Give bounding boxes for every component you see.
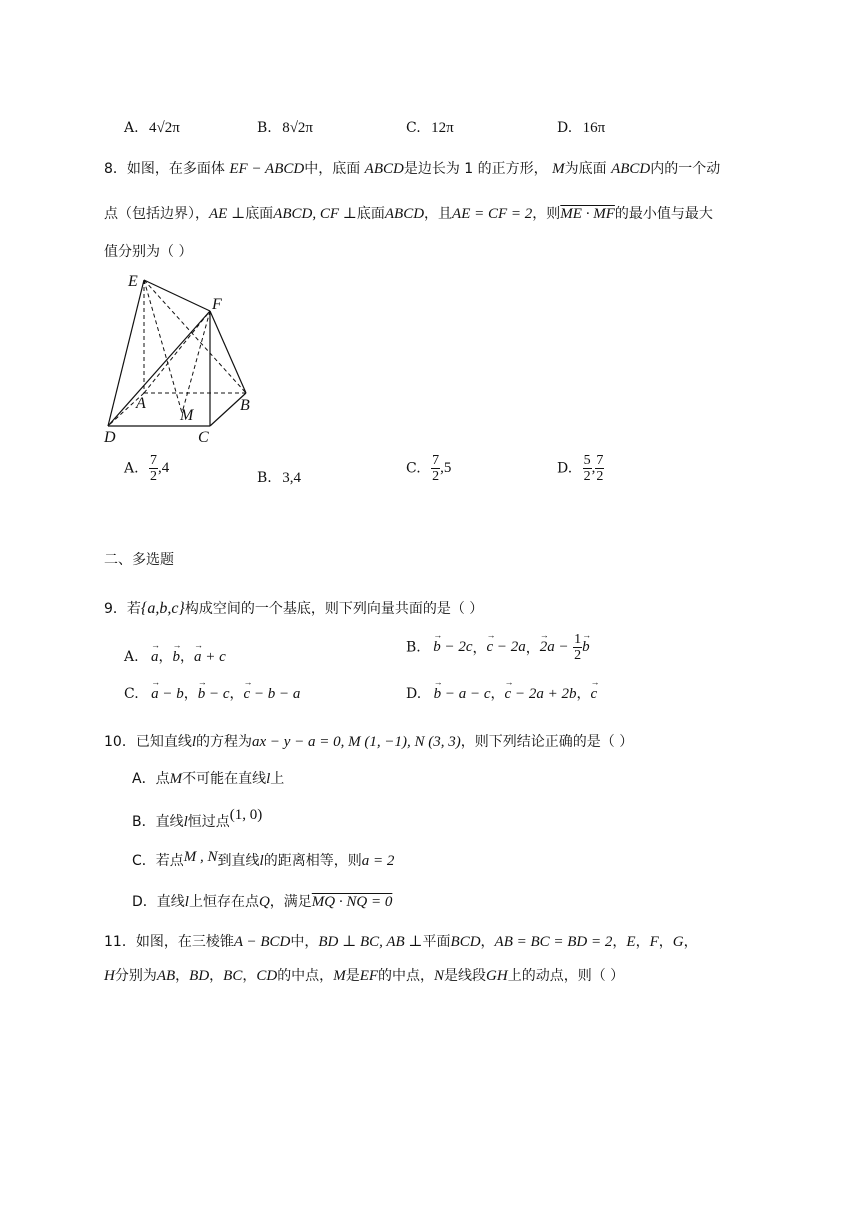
q8-line3: 值分别为（ ） [104,244,193,260]
q11-expr: EF [359,968,379,984]
q11-expr: BD ⊥ BC, AB ⊥ [318,934,423,950]
option-expr: l [266,771,271,787]
option-expr: l [184,894,189,910]
separator: ， [576,686,591,702]
vector: → c − b − a [244,686,301,703]
q10-stem [104,731,633,751]
q9-option-b[interactable] [406,632,590,663]
option-expr: l [259,853,264,869]
option-expr: Q [258,894,270,910]
section-title: 二、多选题 [104,552,174,568]
q9-set: {a,b,c} [140,600,185,617]
vector: → c − 2a + 2b [505,686,577,703]
q11-expr: A − BCD [233,934,291,950]
option-expr: M , N [183,849,218,865]
q10-option-c[interactable] [132,850,394,870]
q8-expr: M [552,161,565,177]
option-text: 上 [270,771,285,787]
fraction: $\frac{1}{2}$ [574,632,582,663]
q11-text: ， [635,934,650,950]
option-value: 3,4 [282,470,301,486]
q11-expr: BC [223,968,243,984]
q8-expr: ABCD, CF ⊥ [273,206,357,222]
vector: → a − b [151,686,184,703]
option-text: 不可能在直线 [182,771,267,787]
q8-text: 底面 [245,206,274,222]
separator: ， [180,649,195,665]
q10-option-b[interactable] [132,807,263,831]
separator: ， [525,640,540,657]
option-rest: ,5 [440,460,452,476]
q10-option-a[interactable] [132,768,284,788]
q8-option-c[interactable] [406,453,451,484]
q11-text: 上的动点，则（ ） [507,968,625,984]
label-E: E [128,273,138,290]
separator: ， [229,686,244,702]
q9-option-c[interactable] [124,683,300,703]
q8-polyhedron-figure [100,268,270,448]
option-text: 的距离相等，则 [263,853,362,869]
separator: ， [158,649,173,665]
option-label: B. [406,639,421,656]
option-label: B. [257,120,272,136]
q11-text: 平面 [422,934,451,950]
q8-text: 底面 [356,206,385,222]
q8-option-a[interactable] [124,453,169,484]
option-label: A. [124,649,139,665]
q11-expr: F [649,934,659,950]
q10-text: ，则下列结论正确的是（ ） [460,734,634,750]
q7-option-a[interactable] [124,120,180,137]
separator: ， [472,640,487,657]
vector: → b [173,649,181,666]
fraction: $\frac{5}{2}$ [583,453,591,484]
q8-expr: ME · MF [560,206,615,222]
fraction: $\frac{7}{2}$ [432,453,440,484]
q11-expr: N [434,968,445,984]
q9-text: 构成空间的一个基底，则下列向量共面的是（ ） [184,601,484,617]
option-value: 12π [431,120,454,136]
option-expr: a = 2 [361,853,395,869]
q10-expr: ax − y − a = 0, M (1, −1), N (3, 3) [252,734,461,750]
q8-text: 中，底面 [304,161,361,177]
vector: → a [151,649,159,666]
vector: → b − a − c [434,686,491,703]
label-D: D [104,429,116,446]
option-text: 到直线 [217,853,260,869]
q9-option-d[interactable] [406,683,597,703]
vector: → 2a − [540,639,569,656]
q11-line1 [104,931,698,951]
vector: → c [590,686,597,703]
q11-line2 [104,965,624,985]
q7-option-c[interactable] [406,120,454,137]
option-label: C．若点 [132,853,184,869]
separator: ， [490,686,505,702]
option-text: 上恒存在点 [188,894,259,910]
vector: → b − c [198,686,230,703]
q8-text: 点（包括边界）， [104,206,209,222]
q11-number: 11．如图，在三棱锥 [104,934,234,950]
edge-AF [144,311,210,393]
option-label: C. [124,686,139,702]
edge-EM [144,280,182,413]
q9-stem [104,598,483,618]
option-value: 4√2π [149,120,180,136]
edge-FB [210,311,246,393]
q8-option-b[interactable] [257,470,301,487]
q11-expr: GH [486,968,508,984]
option-label: D. [406,686,422,702]
q11-expr: CD [256,968,278,984]
q9-option-a[interactable] [124,646,226,666]
label-M: M [180,407,194,424]
q11-text: ， [658,934,673,950]
option-label: B. [257,470,272,486]
q9-number: 9．若 [104,601,141,617]
q10-number: 10．已知直线 [104,734,192,750]
q8-expr: ABCD [611,161,651,177]
q11-expr: H [104,968,115,984]
q8-line1 [104,158,720,178]
q8-line2 [104,203,713,223]
q7-option-d[interactable] [557,120,605,137]
q8-option-d[interactable]: D. $\frac{5}{2}$ , $\frac{7}{2}$ [557,453,604,484]
label-F: F [212,296,222,313]
q11-text: ， [683,934,698,950]
option-label: C. [406,460,421,477]
q8-number: 8． [104,161,127,177]
vector: → b [582,639,590,656]
option-expr: l [183,814,188,830]
option-value: 8√2π [282,120,314,136]
q8-text: ，且 [424,206,453,222]
q8-expr: AE ⊥ [209,206,246,222]
q8-expr: AE = CF = 2 [452,206,533,222]
q7-option-b[interactable] [257,120,313,137]
q8-text: ，则 [532,206,561,222]
q11-text: 是 [345,968,360,984]
q8-text: 是边长为 1 的正方形， [403,161,548,177]
q11-text: 中， [290,934,319,950]
q8-text: 内的一个动 [650,161,721,177]
q11-text: 是线段 [444,968,487,984]
vector: → b − 2c [433,639,472,656]
option-label: D．直线 [132,894,185,910]
option-expr: (1, 0) [229,807,263,823]
option-label: A．点 [132,771,170,787]
q11-expr: E [626,934,636,950]
vector: → a + c [194,649,226,666]
option-rest: ,4 [158,460,170,476]
q8-expr: EF − ABCD [229,161,305,177]
label-A: A [136,395,146,412]
option-label: A. [124,120,139,136]
fraction: $\frac{7}{2}$ [150,453,158,484]
q10-expr: l [191,734,196,750]
option-label: D. [557,460,573,477]
option-label: A. [124,460,139,477]
q11-expr: BCD [450,934,481,950]
q8-text: 如图，在多面体 [126,161,225,177]
q11-expr: BD [189,968,210,984]
option-value: 16π [582,120,606,136]
option-text: 恒过点 [187,814,230,830]
option-label: B．直线 [132,814,184,830]
q8-text: 的最小值与最大 [614,206,713,222]
q11-text: ， [612,934,627,950]
q10-option-d[interactable] [132,891,392,911]
q11-expr: AB [156,968,176,984]
q11-text: ， [175,968,190,984]
q11-text: 的中点， [378,968,435,984]
q11-text: 分别为 [114,968,157,984]
q11-text: 的中点， [277,968,334,984]
q8-expr: ABCD [364,161,404,177]
q8-expr: ABCD [384,206,425,222]
q11-text: ， [480,934,495,950]
separator: ， [183,686,198,702]
edge-EB [144,280,246,393]
option-label: C. [406,120,421,136]
q10-text: 的方程为 [196,734,252,750]
q11-expr: AB = BC = BD = 2 [494,934,613,950]
q11-expr: G [672,934,684,950]
q11-expr: M [333,968,346,984]
vector: → c − 2a [486,639,525,656]
q11-text: ， [242,968,257,984]
label-B: B [240,397,250,414]
q8-text: 为底面 [564,161,607,177]
option-expr: M [169,771,183,787]
option-text: ，满足 [269,894,312,910]
q11-text: ， [209,968,224,984]
option-expr: MQ · NQ = 0 [311,894,393,910]
option-label: D. [557,120,573,136]
fraction: $\frac{7}{2}$ [596,453,604,484]
label-C: C [198,429,209,446]
edge-EF [144,280,210,311]
